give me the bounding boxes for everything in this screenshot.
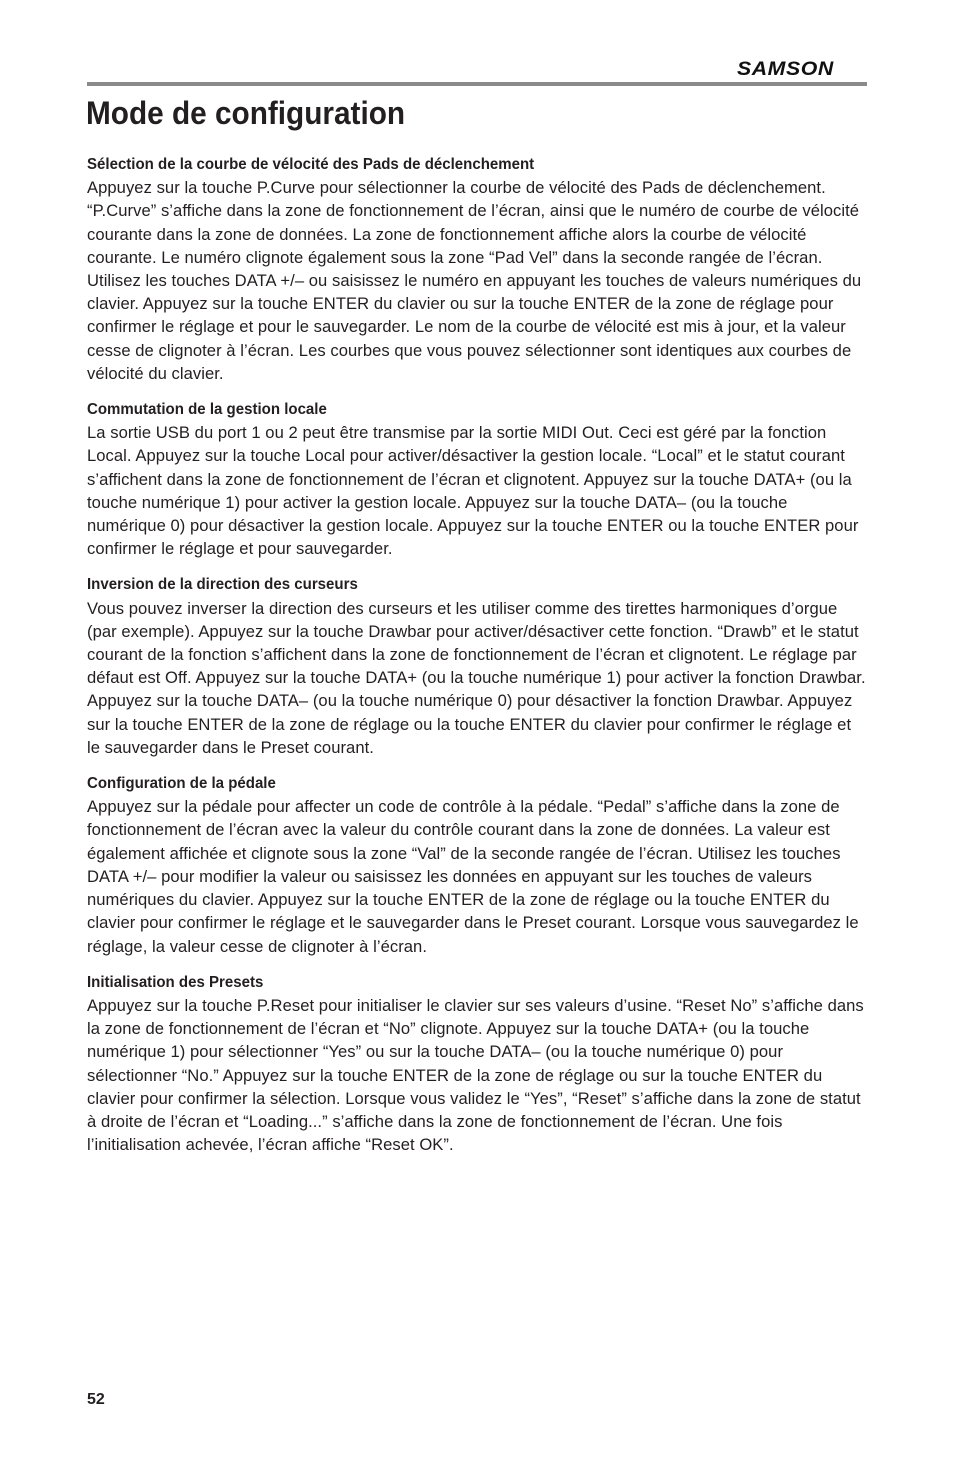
page-title: Mode de configuration <box>86 95 406 131</box>
section-velocity-curve <box>87 153 868 385</box>
section-paragraph: Vous pouvez inverser la direction des curseurs et les utiliser comme des tirettes harmoniques d’orgue (par exemple). Appuyez sur la touche Drawbar pour activer/désactiver cette fonction. “Drawb” et le statut courant de la fonction s’affichent dans la zone de fonctionnement de l’écran et clignotent. Le réglage par défaut est Off. Appuyez sur la touche DATA+ (ou la touche numérique 1) pour activer la fonction Drawbar. Appuyez sur la touche DATA– (ou la touche numérique 0) pour désactiver la fonction Drawbar. Appuyez sur la touche ENTER de la zone de réglage ou la touche ENTER du clavier pour confirmer le réglage et le sauvegarder dans le Preset courant. <box>87 598 866 757</box>
section-heading: Initialisation des Presets <box>87 973 264 991</box>
section-paragraph: Appuyez sur la pédale pour affecter un code de contrôle à la pédale. “Pedal” s’affiche dans la zone de fonctionnement de l’écran avec la valeur du contrôle courant dans la zone de données. La valeur est également affichée et clignote sous la zone “Val” de la seconde rangée de l’écran. Utilisez les touches DATA +/– pour modifier la valeur ou saisissez les données en appuyant sur les touches de valeurs numériques du clavier. Appuyez sur la touche ENTER de la zone de réglage ou la touche ENTER du clavier pour confirmer le réglage et le sauvegarder dans le Preset courant. Lorsque vous sauvegardez le réglage, la valeur cesse de clignoter à l’écran. <box>87 797 859 956</box>
section-paragraph: La sortie USB du port 1 ou 2 peut être transmise par la sortie MIDI Out. Ceci est géré par la fonction Local. Appuyez sur la touche Local pour activer/désactiver la gestion locale. “Local” et le statut courant s’affichent dans la zone de fonctionnement de l’écran et clignotent. Appuyez sur la touche DATA+ (ou la touche numérique 1) pour activer la gestion locale. Appuyez sur la touche DATA– (ou la touche numérique 0) pour désactiver la gestion locale. Appuyez sur la touche ENTER ou la touche ENTER pour confirmer le réglage et pour sauvegarder. <box>87 423 859 559</box>
section-heading: Sélection de la courbe de vélocité des Pads de déclenchement <box>87 156 535 173</box>
page-number: 52 <box>87 1391 105 1408</box>
section-pedal-config <box>87 772 868 958</box>
section-preset-reset <box>87 971 868 1157</box>
section-heading: Inversion de la direction des curseurs <box>87 576 358 594</box>
brand-logo: SAMSON <box>737 59 834 80</box>
header-rule <box>87 82 867 86</box>
section-slider-direction <box>87 573 868 759</box>
section-paragraph: Appuyez sur la touche P.Reset pour initialiser le clavier sur ses valeurs d’usine. “Reset No” s’affiche dans la zone de fonctionnement de l’écran et “No” clignote. Appuyez sur la touche DATA+ (ou la touche numérique 1) pour sélectionner “Yes” ou sur la touche DATA– (ou la touche numérique 0) pour sélectionner “No.” Appuyez sur la touche ENTER de la zone de réglage ou sur la touche ENTER du clavier pour confirmer la sélection. Lorsque vous validez le “Yes”, “Reset” s’affiche dans la zone de statut à droite de l’écran et “Loading...” s’affiche dans la zone de fonctionnement de l’écran. Une fois l’initialisation achevée, l’écran affiche “Reset OK”. <box>87 995 864 1155</box>
section-paragraph: Appuyez sur la touche P.Curve pour sélectionner la courbe de vélocité des Pads de déclenchement. “P.Curve” s’affiche dans la zone de fonctionnement de l’écran, ainsi que le numéro de courbe de vélocité courante dans la zone de données. La zone de fonctionnement affiche alors la courbe de vélocité courante. Le numéro clignote également sous la zone “Pad Vel” dans la seconde rangée de l’écran. Utilisez les touches DATA +/– ou saisissez le numéro en appuyant les touches de valeurs numériques du clavier. Appuyez sur la touche ENTER du clavier ou sur la touche ENTER de la zone de réglage pour confirmer le réglage et pour le sauvegarder. Le nom de la courbe de vélocité est mis à jour, et la valeur cesse de clignoter à l’écran. Les courbes que vous pouvez sélectionner sont identiques aux courbes de vélocité du clavier. <box>87 178 862 383</box>
section-heading: Configuration de la pédale <box>87 775 276 793</box>
section-heading: Commutation de la gestion locale <box>87 401 327 419</box>
document-body <box>87 153 868 1169</box>
section-local-control <box>87 398 868 560</box>
